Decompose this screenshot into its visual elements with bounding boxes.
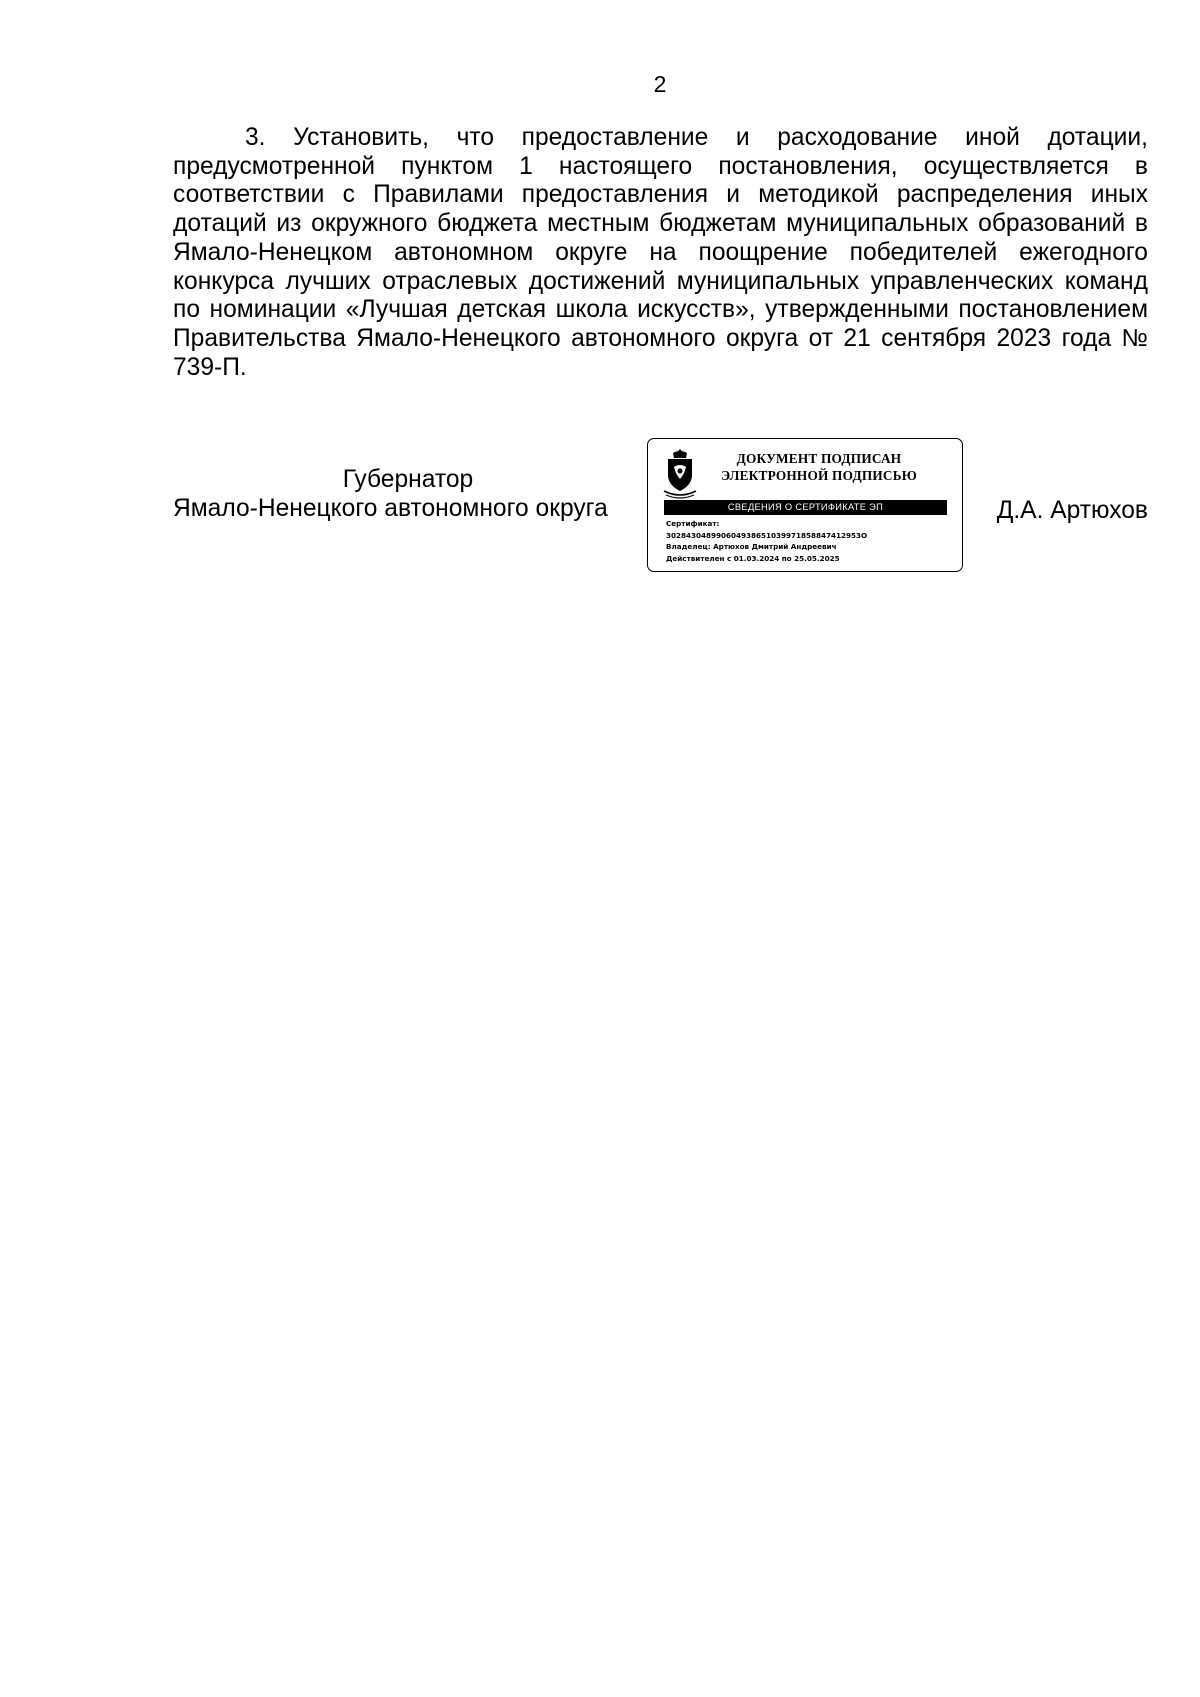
certificate-details (666, 518, 956, 564)
position-line-1: Губернатор (342, 466, 474, 493)
certificate-owner: Владелец: Артюхов Дмитрий Андреевич (666, 542, 837, 551)
certificate-number: 302843048990604938651039971858847412953O (666, 530, 868, 540)
paragraph-3: 3. Установить, что предоставление и расходование иной дотации, предусмотренной пунктом 1 настоящего постановления, осуществляется в соответствии с Правилами предоставления и методикой распределения иных дотаций из окружного бюджета местным бюджетам муниципальных образований в Ямало-Ненецком автономном округе на поощрение победителей ежегодного конкурса лучших отраслевых достижений муниципальных управленческих команд по номинации «Лучшая детская школа искусств», утвержденными постановлением Правительства Ямало-Ненецкого автономного округа от 21 сентября 2023 года № 739-П. (173, 124, 1148, 381)
certificate-label: Сертификат: (666, 519, 720, 528)
signatory-position (173, 465, 643, 523)
position-line-2: Ямало-Ненецкого автономного округа (173, 495, 608, 522)
electronic-signature-stamp (647, 438, 963, 572)
stamp-heading-line-2: ЭЛЕКТРОННОЙ ПОДПИСЬЮ (721, 467, 917, 483)
signatory-name: Д.А. Артюхов (996, 497, 1148, 524)
certificate-info-bar: СВЕДЕНИЯ О СЕРТИФИКАТЕ ЭП (664, 500, 947, 515)
page-number: 2 (653, 71, 667, 97)
stamp-heading-line-1: ДОКУМЕНТ ПОДПИСАН (736, 451, 902, 466)
certificate-validity: Действителен с 01.03.2024 по 25.05.2025 (666, 553, 840, 563)
signature-block (173, 438, 1148, 578)
coat-of-arms-icon (660, 447, 700, 501)
stamp-heading (704, 451, 934, 484)
